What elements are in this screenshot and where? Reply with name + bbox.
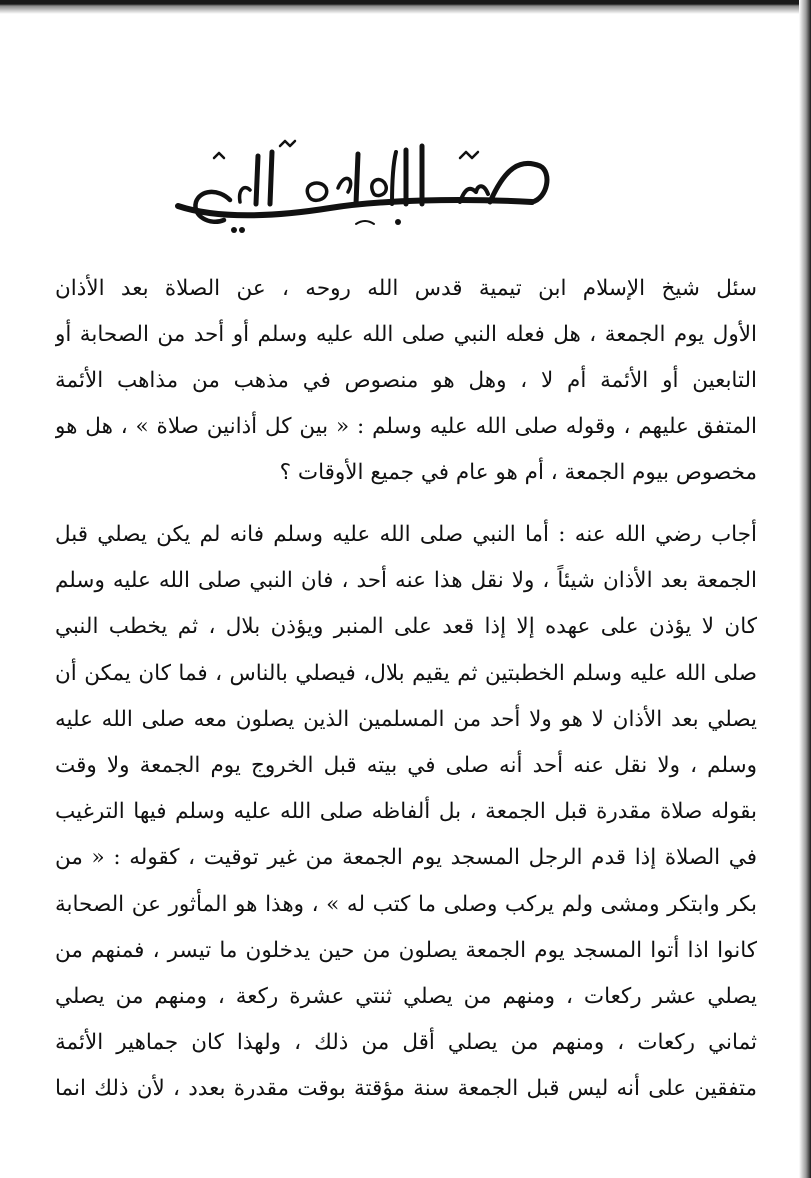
question-line: سئل شيخ الإسلام ابن تيمية قدس الله روحه ، عن الصلاة بعد الأذان	[55, 276, 757, 301]
answer-line: ثماني ركعات ، ومنهم من يصلي أقل من ذلك ، ولهذا كان جماهير الأئمة	[55, 1030, 757, 1056]
answer-line: صلى الله عليه وسلم الخطبتين ثم يقيم بلال، فيصلي بالناس ، فما كان يمكن أن	[55, 660, 757, 686]
question-paragraph	[55, 266, 757, 496]
question-line: المتفق عليهم ، وقوله صلى الله عليه وسلم : « بين كل أذانين صلاة » ، هل هو	[55, 414, 757, 439]
answer-line: كان لا يؤذن على عهده إلا إذا قعد على المنبر ويؤذن بلال ، ثم يخطب النبي	[55, 614, 757, 640]
basmala-calligraphy	[160, 128, 560, 238]
answer-line: في الصلاة إذا قدم الرجل المسجد يوم الجمعة من غير توقيت ، كقوله : « من	[55, 845, 757, 871]
answer-line: أجاب رضي الله عنه : أما النبي صلى الله عليه وسلم فانه لم يكن يصلي قبل	[55, 522, 757, 547]
answer-line: وسلم ، ولا نقل عنه أحد أنه صلى في بيته قبل الخروج يوم الجمعة ولا وقت	[55, 752, 757, 778]
answer-line: يصلي عشر ركعات ، ومنهم من يصلي ثنتي عشرة ركعة ، ومنهم من يصلي	[55, 983, 757, 1009]
answer-line: بقوله صلاة مقدرة قبل الجمعة ، بل ألفاظه صلى الله عليه وسلم فيها الترغيب	[55, 799, 757, 825]
question-line: الأول يوم الجمعة ، هل فعله النبي صلى الله عليه وسلم أو أحد من الصحابة أو	[55, 322, 757, 347]
answer-line: الجمعة بعد الأذان شيئاً ، ولا نقل هذا عنه أحد ، فان النبي صلى الله عليه وسلم	[55, 568, 757, 594]
answer-line: كانوا اذا أتوا المسجد يوم الجمعة يصلون من حين يدخلون ما تيسر ، فمنهم من	[55, 937, 757, 963]
scan-border-top	[0, 0, 811, 14]
basmala-calligraphy-drawing	[160, 128, 560, 238]
answer-line: متفقين على أنه ليس قبل الجمعة سنة مؤقتة بوقت مقدرة بعدد ، لأن ذلك انما	[55, 1076, 757, 1102]
question-line: مخصوص بيوم الجمعة ، أم هو عام في جميع الأوقات ؟	[279, 460, 757, 485]
question-line: التابعين أو الأئمة أم لا ، وهل هو منصوص في مذهب من مذاهب الأئمة	[55, 368, 757, 393]
answer-line: يصلي بعد الأذان لا هو ولا أحد من المسلمين الذين يصلون معه صلى الله عليه	[55, 706, 757, 732]
scan-border-right	[799, 0, 811, 1178]
answer-line: بكر وابتكر ومشى ولم يركب وصلى ما كتب له » ، وهذا هو المأثور عن الصحابة	[55, 891, 757, 917]
answer-paragraph	[55, 512, 757, 1112]
